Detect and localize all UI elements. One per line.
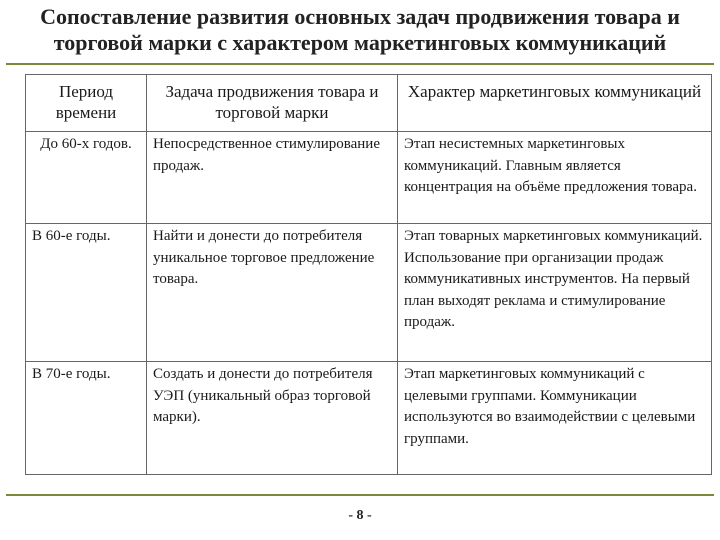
table-row	[26, 224, 712, 362]
cell-period: До 60-х годов.	[26, 132, 147, 224]
cell-period: В 70-е годы.	[26, 362, 147, 475]
cell-task: Непосредственное стимулирование продаж.	[147, 132, 398, 224]
title-divider	[6, 63, 714, 65]
title-line-2: торговой марки с характером маркетинговых коммуникаций	[53, 30, 667, 55]
table-header-row	[26, 75, 712, 132]
cell-period: В 60-е годы.	[26, 224, 147, 362]
header-character: Характер маркетинговых коммуникаций	[398, 75, 712, 132]
cell-task: Найти и донести до потребителя уникальное торговое предложение товара.	[147, 224, 398, 362]
cell-task: Создать и донести до потребителя УЭП (уникальный образ торговой марки).	[147, 362, 398, 475]
comparison-table	[25, 74, 712, 475]
page-title	[0, 4, 720, 56]
cell-character: Этап несистемных маркетинговых коммуникаций. Главным является концентрация на объёме предложения товара.	[398, 132, 712, 224]
page-number: - 8 -	[348, 508, 372, 523]
footer-divider	[6, 494, 714, 496]
title-line-1: Сопоставление развития основных задач продвижения товара и	[40, 4, 680, 29]
header-task: Задача продвижения товара и торговой марки	[147, 75, 398, 132]
cell-character: Этап маркетинговых коммуникаций с целевыми группами. Коммуникации используются во взаимодействии с целевыми группами.	[398, 362, 712, 475]
table-row	[26, 132, 712, 224]
cell-character: Этап товарных маркетинговых коммуникаций. Использование при организации продаж коммуникативных инструментов. На первый план выходят реклама и стимулирование продаж.	[398, 224, 712, 362]
table-row	[26, 362, 712, 475]
header-period: Период времени	[26, 75, 147, 132]
